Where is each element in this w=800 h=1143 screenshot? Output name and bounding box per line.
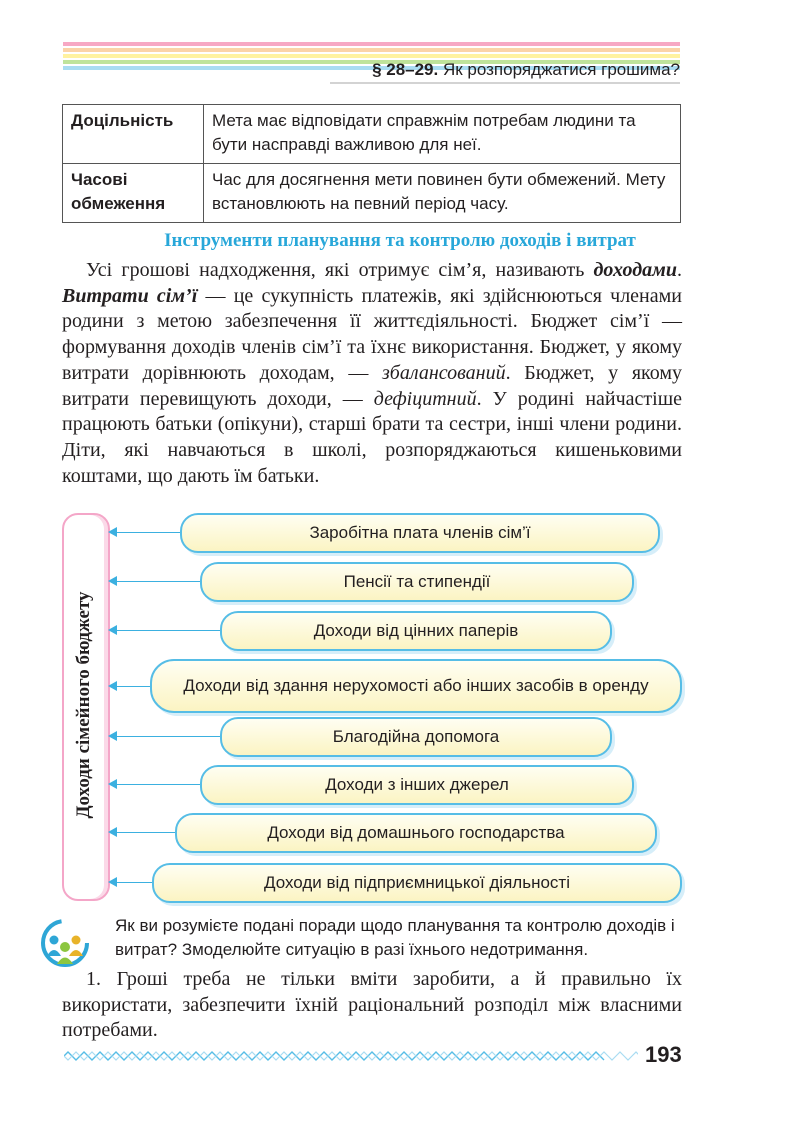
table-row	[63, 105, 681, 164]
criteria-table	[62, 104, 681, 223]
arrow-left-icon	[110, 630, 222, 631]
text-run: . У родині найчастіше працюють батьки (опікуни), старші брати та сестри, інші члени родини. Діти, які навчаються в школі, розпоряджаються кишеньковими коштами, що дають їм батьки.	[62, 387, 682, 487]
criteria-description: Мета має відповідати справжнім потребам людини та бути насправді важливою для неї.	[204, 105, 681, 164]
header-divider	[330, 82, 680, 84]
stripe-pink	[63, 42, 680, 46]
arrow-left-icon	[110, 882, 154, 883]
section-title: Інструменти планування та контролю доходів і витрат	[164, 230, 636, 251]
stripe-orange	[63, 48, 680, 52]
arrow-left-icon	[110, 784, 202, 785]
stripe-yellow	[63, 54, 680, 58]
text-run: — це сукупність платежів, які здійснюються членами родини з метою забезпечення її життєдіяльності. Бюджет сім’ї — формування доходів членів сім’ї та їхнє використання. Бюджет, у якому витрати дорівнюють доходам, —	[62, 284, 682, 384]
advice-point	[62, 967, 682, 1044]
section-number: § 28–29.	[372, 60, 439, 79]
arrow-left-icon	[110, 581, 202, 582]
income-item: Доходи від цінних паперів	[220, 611, 612, 651]
income-item: Заробітна плата членів сім’ї	[180, 513, 660, 553]
advice-text: 1. Гроші треба не тільки вміти заробити, а й правильно їх використати, забезпечити їхній раціональний розподіл між власними потребами.	[62, 968, 682, 1042]
chapter-title: Як розпоряджатися грошима?	[442, 60, 680, 79]
page-number: 193	[645, 1042, 682, 1067]
text-run: . Бюджет, у якому витрати перевищують доходи, —	[62, 361, 683, 410]
budget-label: Доходи сімейного бюджету	[73, 591, 94, 819]
income-item: Доходи від здання нерухомості або інших засобів в оренду	[150, 659, 682, 713]
arrow-left-icon	[110, 532, 182, 533]
criteria-description: Час для досягнення мети повинен бути обмежений. Мету встановлюють на певний період часу.	[204, 164, 681, 223]
term-expenses: Витрати сім’ї	[62, 284, 198, 307]
discussion-question: Як ви розумієте подані поради щодо планування та контролю доходів і витрат? Змоделюйте ситуацію в разі їхнього недотримання.	[115, 916, 675, 959]
arrow-left-icon	[110, 832, 182, 833]
running-header	[372, 60, 680, 80]
term-balanced: збалансований	[382, 361, 506, 384]
text-run: .	[677, 259, 682, 281]
arrow-left-icon	[110, 736, 222, 737]
term-income: доходами	[593, 259, 677, 281]
income-item: Благодійна допомога	[220, 717, 612, 757]
group-discussion-icon	[40, 918, 90, 968]
table-row	[63, 164, 681, 223]
body-paragraph	[62, 258, 682, 489]
footer-zigzag	[64, 1051, 638, 1061]
text-run: Усі грошові надходження, які отримує сім’я, називають	[86, 259, 594, 281]
income-item: Пенсії та стипендії	[200, 562, 634, 602]
income-item: Доходи з інших джерел	[200, 765, 634, 805]
arrow-left-icon	[110, 686, 152, 687]
criteria-term: Часові обмеження	[63, 164, 204, 223]
term-deficit: дефіцитний	[373, 387, 477, 410]
income-item: Доходи від підприємницької діяльності	[152, 863, 682, 903]
criteria-term: Доцільність	[63, 105, 204, 164]
income-item: Доходи від домашнього господарства	[175, 813, 657, 853]
